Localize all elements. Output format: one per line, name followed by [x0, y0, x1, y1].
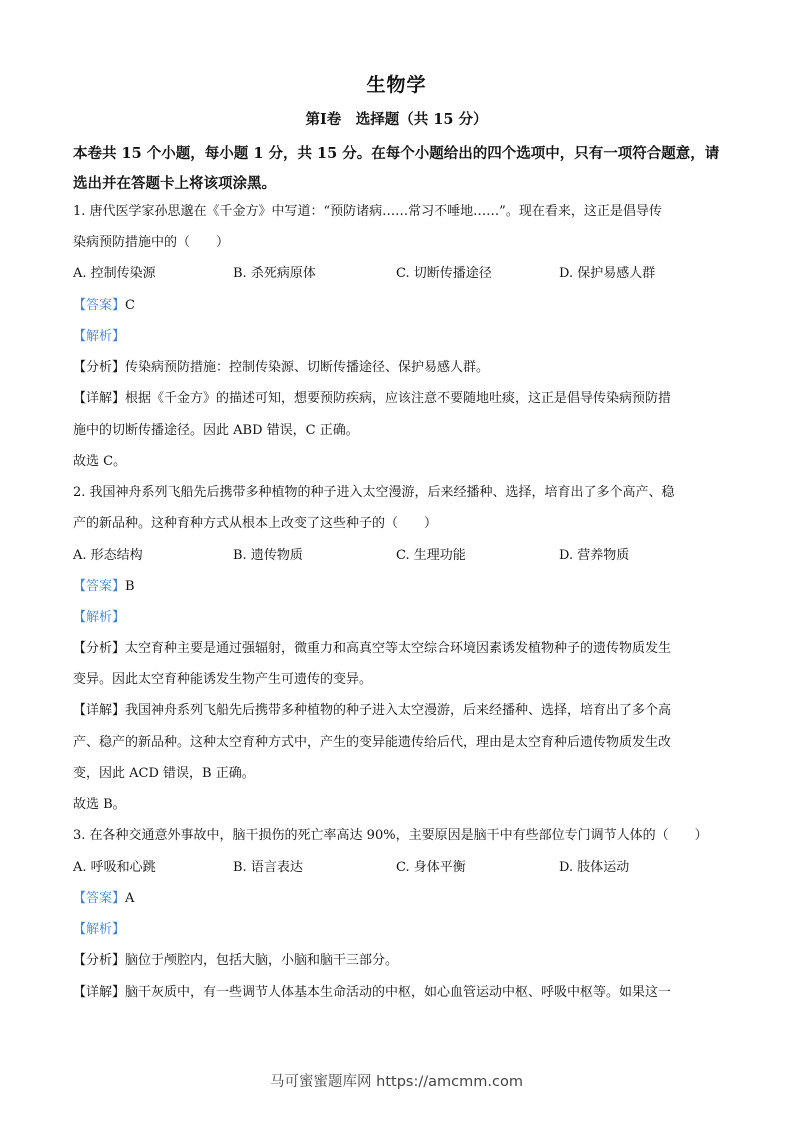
- footer-watermark: 马可蜜蜜题库网 https://amcmm.com: [270, 1074, 523, 1090]
- question-3-xiangjie-line-1: [73, 984, 723, 1002]
- question-1-xiangjie-line-2: 施中的切断传播途径。因此 ABD 错误，C 正确。: [73, 423, 359, 438]
- fenxi-label: 【分析】: [73, 360, 126, 375]
- fenxi-label: 【分析】: [73, 953, 126, 968]
- fenxi-text: 太空育种主要是通过强辐射，微重力和高真空等太空综合环境因素诱发植物种子的遗传物质发生: [125, 641, 672, 656]
- question-1-stem-line-2: 染病预防措施中的（ ）: [73, 235, 230, 250]
- question-1-fenxi: [73, 359, 723, 377]
- instructions: 本卷共 15 个小题，每小题 1 分，共 15 分。在每个小题给出的四个选项中，只有一项符合题意，请选出并在答题卡上将该项涂黑。: [73, 145, 720, 192]
- option-a: A. 呼吸和心跳: [73, 860, 156, 875]
- option-d: D. 保护易感人群: [559, 266, 656, 281]
- question-2-answer: [73, 578, 723, 596]
- xiangjie-text: 我国神舟系列飞船先后携带多种植物的种子进入太空漫游，后来经播种、选择，培育出了多个高: [125, 703, 672, 718]
- answer-value: C: [125, 298, 135, 313]
- option-d: D. 营养物质: [559, 548, 630, 563]
- question-1-conclusion: 故选 C。: [73, 454, 127, 469]
- question-2-fenxi-line-1: [73, 640, 723, 658]
- question-2-xiangjie-line-1: [73, 702, 723, 720]
- fenxi-label: 【分析】: [73, 641, 126, 656]
- question-1-answer: [73, 297, 723, 315]
- question-2-stem-line-2: 产的新品种。这种育种方式从根本上改变了这些种子的（ ）: [73, 516, 438, 531]
- fenxi-text: 脑位于颅腔内，包括大脑，小脑和脑干三部分。: [125, 953, 399, 968]
- question-1-xiangjie-line-1: [73, 390, 723, 408]
- question-3-answer: [73, 890, 723, 908]
- xiangjie-label: 【详解】: [73, 391, 126, 406]
- question-2-stem-line-1: 2. 我国神舟系列飞船先后携带多种植物的种子进入太空漫游，后来经播种、选择，培育出了多个高产、稳: [73, 485, 675, 500]
- answer-value: A: [125, 891, 135, 906]
- fenxi-text: 传染病预防措施：控制传染源、切断传播途径、保护易感人群。: [125, 360, 490, 375]
- question-3-fenxi: [73, 952, 723, 970]
- option-c: C. 切断传播途径: [396, 266, 492, 281]
- option-b: B. 杀死病原体: [233, 266, 316, 281]
- section-title: 第Ⅰ卷 选择题（共 15 分）: [305, 111, 488, 128]
- option-c: C. 身体平衡: [396, 860, 466, 875]
- xiangjie-label: 【详解】: [73, 703, 126, 718]
- answer-value: B: [125, 579, 135, 594]
- question-2-analysis-label: 【解析】: [73, 610, 126, 625]
- xiangjie-label: 【详解】: [73, 985, 126, 1000]
- option-b: B. 语言表达: [233, 860, 303, 875]
- question-3-stem-line-1: 3. 在各种交通意外事故中，脑干损伤的死亡率高达 90%，主要原因是脑干中有些部位专门调节人体的（ ）: [73, 828, 708, 843]
- question-2-xiangjie-line-2: 产、稳产的新品种。这种太空育种方式中，产生的变异能遗传给后代，理由是太空育种后遗传物质发生改: [73, 735, 672, 750]
- option-a: A. 控制传染源: [73, 266, 156, 281]
- question-2-xiangjie-line-3: 变，因此 ACD 错误，B 正确。: [73, 766, 255, 781]
- question-1-analysis-label: 【解析】: [73, 329, 126, 344]
- question-1-stem-line-1: 1. 唐代医学家孙思邈在《千金方》中写道：“预防诸病……常习不唾地……”。现在看来，这正是倡导传: [73, 204, 662, 219]
- xiangjie-text: 根据《千金方》的描述可知，想要预防疾病，应该注意不要随地吐痰，这正是倡导传染病预防措: [125, 391, 672, 406]
- question-2-fenxi-line-2: 变异。因此太空育种能诱发生物产生可遗传的变异。: [73, 672, 373, 687]
- answer-label: 【答案】: [73, 891, 126, 906]
- answer-label: 【答案】: [73, 579, 126, 594]
- answer-label: 【答案】: [73, 298, 126, 313]
- xiangjie-text: 脑干灰质中，有一些调节人体基本生命活动的中枢，如心血管运动中枢、呼吸中枢等。如果这一: [125, 985, 672, 1000]
- question-3-analysis-label: 【解析】: [73, 922, 126, 937]
- page-title: 生物学: [366, 74, 427, 96]
- question-2-conclusion: 故选 B。: [73, 797, 126, 812]
- option-a: A. 形态结构: [73, 548, 143, 563]
- option-c: C. 生理功能: [396, 548, 466, 563]
- option-d: D. 肢体运动: [559, 860, 630, 875]
- option-b: B. 遗传物质: [233, 548, 303, 563]
